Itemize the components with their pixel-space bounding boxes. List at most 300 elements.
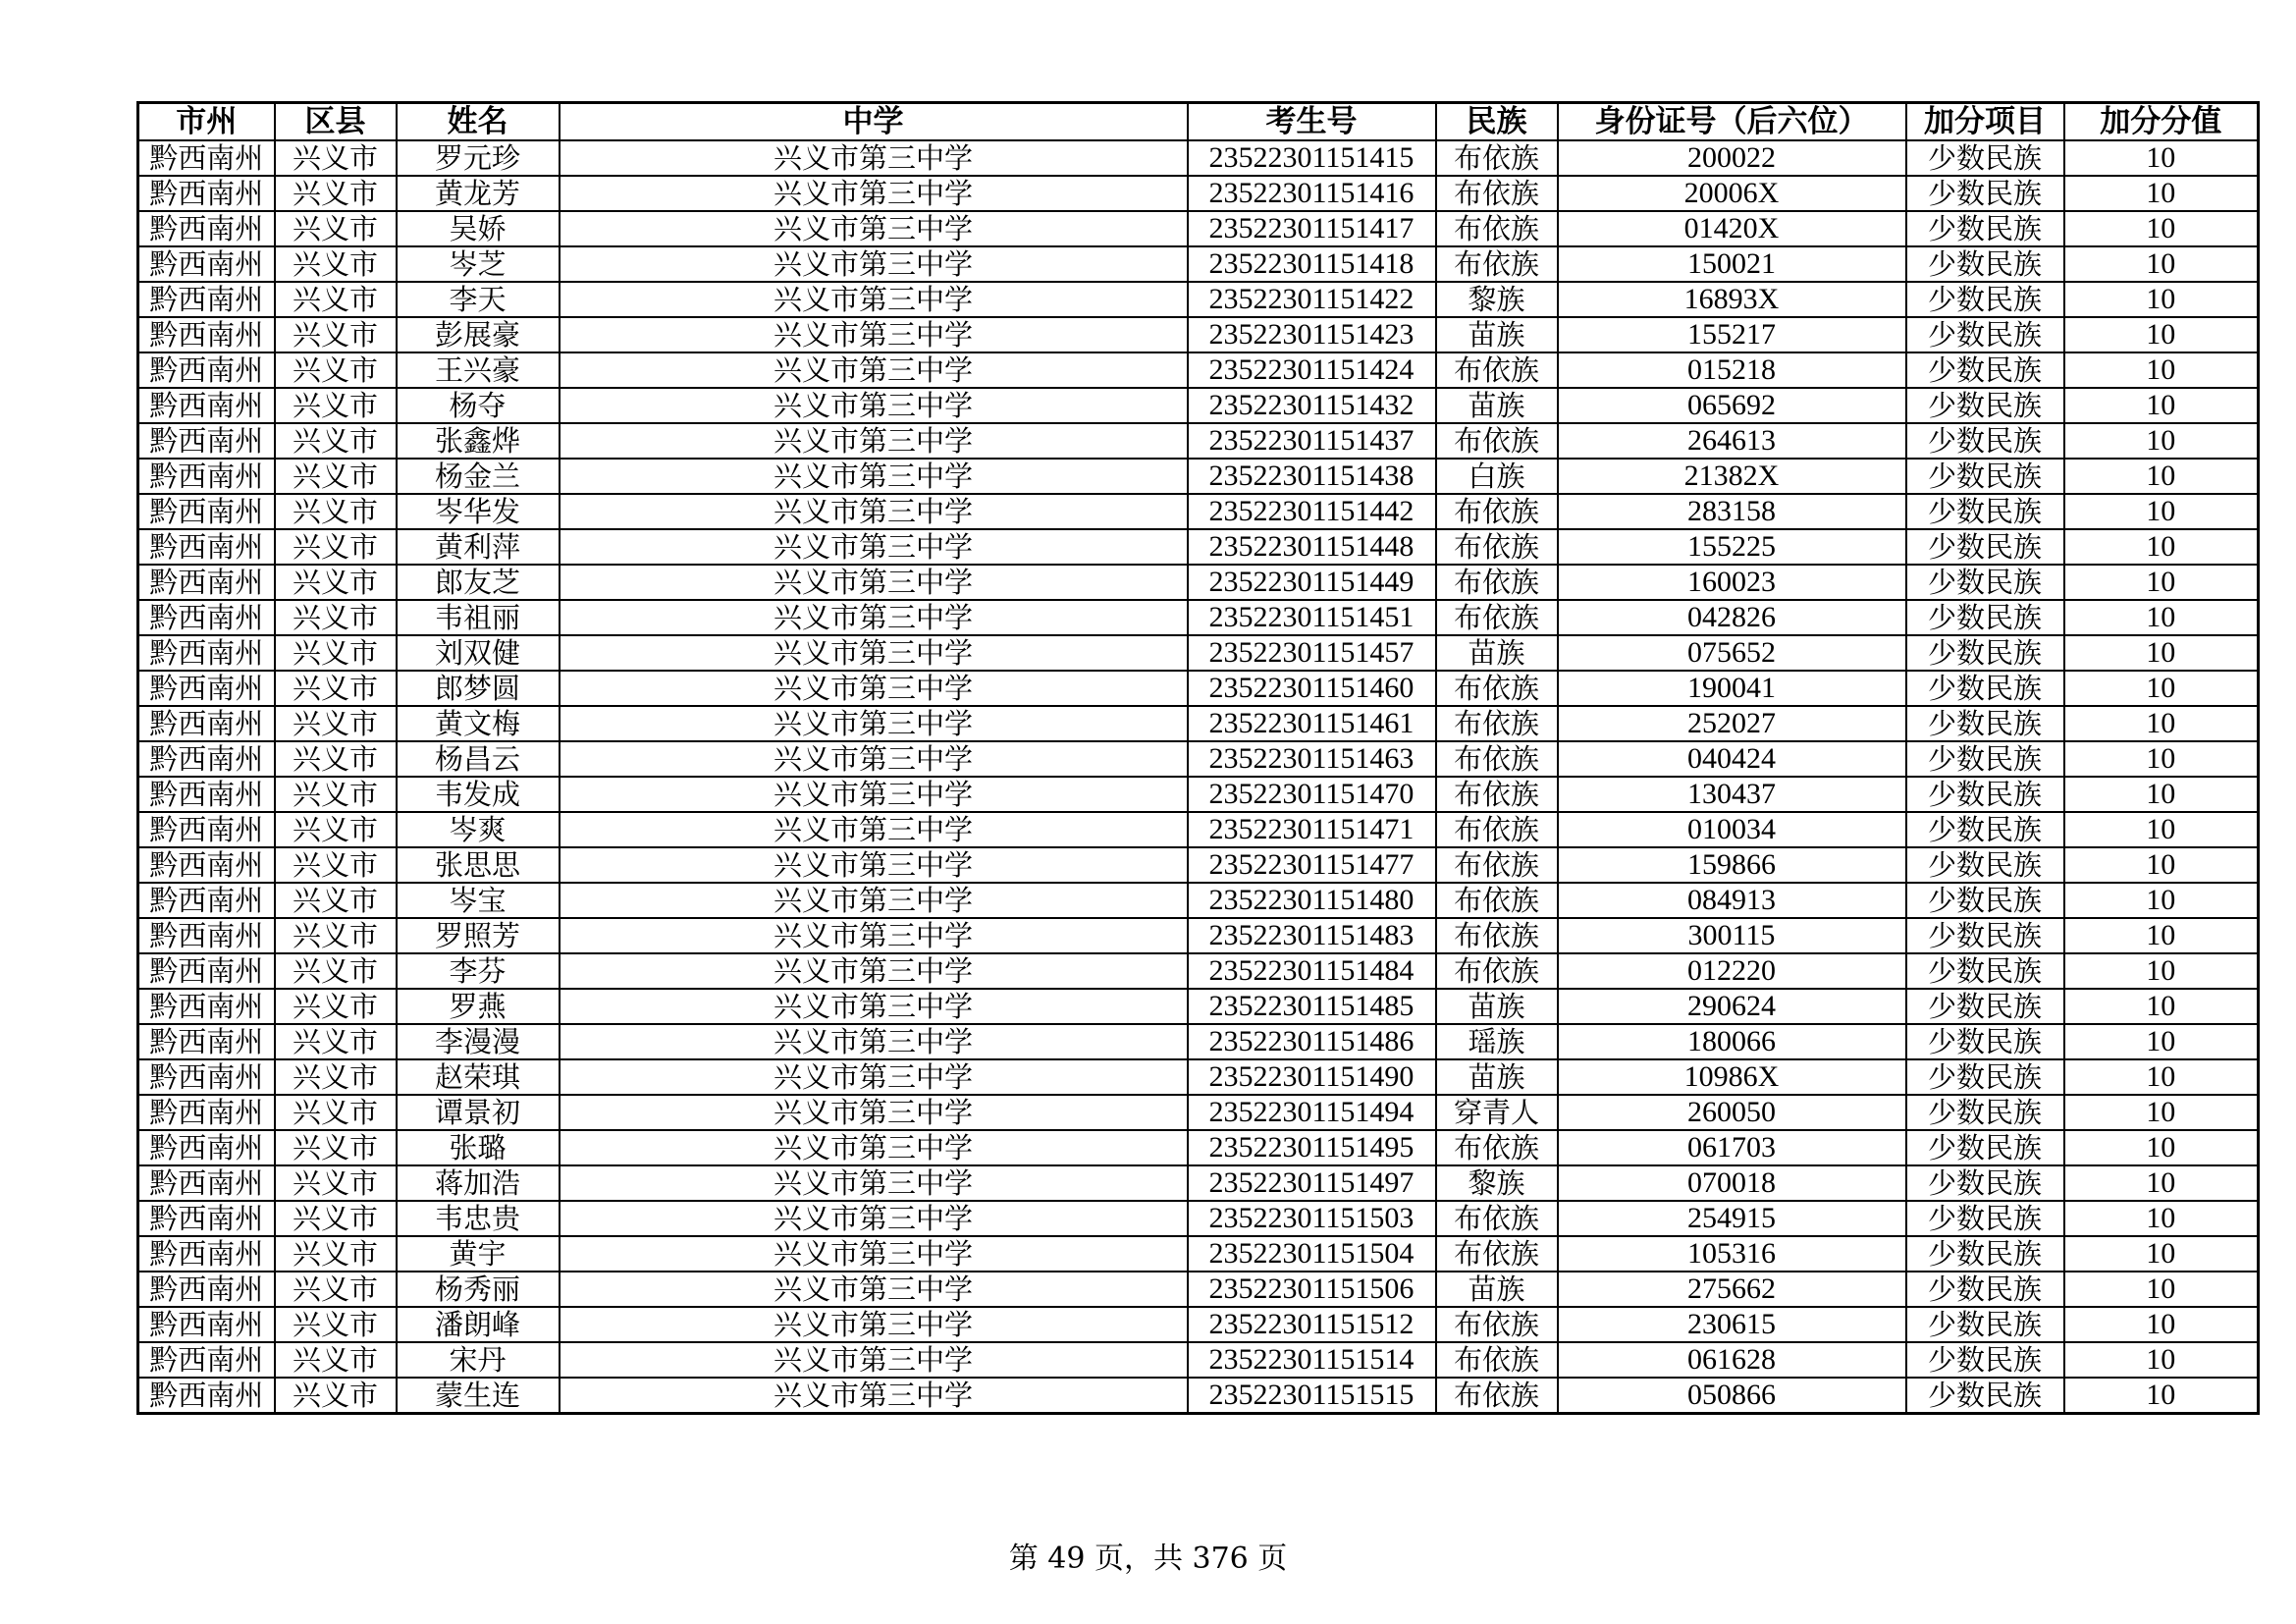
table-row xyxy=(138,246,2259,282)
header-name: 姓名 xyxy=(397,103,560,141)
cell-exam-number: 23522301151438 xyxy=(1188,459,1436,494)
cell-exam-number: 23522301151497 xyxy=(1188,1165,1436,1201)
cell-ethnicity: 布依族 xyxy=(1436,1130,1558,1165)
cell-district: 兴义市 xyxy=(275,211,397,246)
cell-bonus-value: 10 xyxy=(2064,671,2259,706)
header-district: 区县 xyxy=(275,103,397,141)
cell-school: 兴义市第三中学 xyxy=(560,812,1188,847)
cell-school: 兴义市第三中学 xyxy=(560,140,1188,176)
cell-name: 黄龙芳 xyxy=(397,176,560,211)
cell-district: 兴义市 xyxy=(275,989,397,1024)
cell-exam-number: 23522301151490 xyxy=(1188,1059,1436,1095)
cell-ethnicity: 布依族 xyxy=(1436,565,1558,600)
cell-bonus-item: 少数民族 xyxy=(1906,246,2064,282)
cell-district: 兴义市 xyxy=(275,883,397,918)
cell-id-suffix: 260050 xyxy=(1558,1095,1906,1130)
cell-school: 兴义市第三中学 xyxy=(560,1095,1188,1130)
cell-exam-number: 23522301151451 xyxy=(1188,600,1436,635)
table-row xyxy=(138,529,2259,565)
cell-city: 黔西南州 xyxy=(138,211,275,246)
cell-bonus-item: 少数民族 xyxy=(1906,565,2064,600)
cell-name: 杨金兰 xyxy=(397,459,560,494)
cell-name: 王兴豪 xyxy=(397,352,560,388)
cell-ethnicity: 布依族 xyxy=(1436,741,1558,777)
cell-id-suffix: 254915 xyxy=(1558,1201,1906,1236)
cell-exam-number: 23522301151503 xyxy=(1188,1201,1436,1236)
cell-name: 杨昌云 xyxy=(397,741,560,777)
cell-bonus-item: 少数民族 xyxy=(1906,282,2064,317)
cell-district: 兴义市 xyxy=(275,282,397,317)
cell-bonus-value: 10 xyxy=(2064,706,2259,741)
cell-exam-number: 23522301151495 xyxy=(1188,1130,1436,1165)
cell-id-suffix: 180066 xyxy=(1558,1024,1906,1059)
cell-exam-number: 23522301151418 xyxy=(1188,246,1436,282)
cell-exam-number: 23522301151422 xyxy=(1188,282,1436,317)
cell-bonus-item: 少数民族 xyxy=(1906,1059,2064,1095)
cell-bonus-value: 10 xyxy=(2064,635,2259,671)
cell-bonus-value: 10 xyxy=(2064,741,2259,777)
cell-district: 兴义市 xyxy=(275,529,397,565)
cell-district: 兴义市 xyxy=(275,140,397,176)
cell-name: 杨秀丽 xyxy=(397,1272,560,1307)
cell-id-suffix: 01420X xyxy=(1558,211,1906,246)
cell-name: 李漫漫 xyxy=(397,1024,560,1059)
cell-district: 兴义市 xyxy=(275,600,397,635)
cell-city: 黔西南州 xyxy=(138,317,275,352)
cell-bonus-value: 10 xyxy=(2064,494,2259,529)
cell-district: 兴义市 xyxy=(275,1165,397,1201)
header-school: 中学 xyxy=(560,103,1188,141)
cell-city: 黔西南州 xyxy=(138,953,275,989)
cell-district: 兴义市 xyxy=(275,953,397,989)
cell-name: 李芬 xyxy=(397,953,560,989)
cell-ethnicity: 苗族 xyxy=(1436,1059,1558,1095)
cell-bonus-value: 10 xyxy=(2064,176,2259,211)
cell-exam-number: 23522301151416 xyxy=(1188,176,1436,211)
cell-ethnicity: 布依族 xyxy=(1436,246,1558,282)
cell-exam-number: 23522301151461 xyxy=(1188,706,1436,741)
cell-bonus-item: 少数民族 xyxy=(1906,1236,2064,1272)
cell-bonus-item: 少数民族 xyxy=(1906,706,2064,741)
cell-id-suffix: 042826 xyxy=(1558,600,1906,635)
cell-id-suffix: 252027 xyxy=(1558,706,1906,741)
cell-ethnicity: 布依族 xyxy=(1436,1307,1558,1342)
cell-name: 岑宝 xyxy=(397,883,560,918)
table-row xyxy=(138,953,2259,989)
header-bonus-item: 加分项目 xyxy=(1906,103,2064,141)
cell-school: 兴义市第三中学 xyxy=(560,1342,1188,1378)
cell-bonus-value: 10 xyxy=(2064,246,2259,282)
cell-district: 兴义市 xyxy=(275,1236,397,1272)
table-row xyxy=(138,847,2259,883)
cell-exam-number: 23522301151484 xyxy=(1188,953,1436,989)
cell-bonus-value: 10 xyxy=(2064,1342,2259,1378)
cell-city: 黔西南州 xyxy=(138,777,275,812)
cell-district: 兴义市 xyxy=(275,176,397,211)
cell-bonus-value: 10 xyxy=(2064,1307,2259,1342)
cell-district: 兴义市 xyxy=(275,1095,397,1130)
cell-exam-number: 23522301151442 xyxy=(1188,494,1436,529)
cell-city: 黔西南州 xyxy=(138,1201,275,1236)
cell-ethnicity: 苗族 xyxy=(1436,388,1558,423)
cell-exam-number: 23522301151477 xyxy=(1188,847,1436,883)
cell-name: 岑爽 xyxy=(397,812,560,847)
cell-exam-number: 23522301151515 xyxy=(1188,1378,1436,1414)
cell-bonus-value: 10 xyxy=(2064,1378,2259,1414)
table-row xyxy=(138,317,2259,352)
table-row xyxy=(138,176,2259,211)
cell-id-suffix: 061628 xyxy=(1558,1342,1906,1378)
cell-id-suffix: 012220 xyxy=(1558,953,1906,989)
cell-school: 兴义市第三中学 xyxy=(560,1130,1188,1165)
cell-city: 黔西南州 xyxy=(138,1378,275,1414)
cell-name: 蒙生连 xyxy=(397,1378,560,1414)
cell-bonus-item: 少数民族 xyxy=(1906,847,2064,883)
cell-district: 兴义市 xyxy=(275,246,397,282)
cell-bonus-item: 少数民族 xyxy=(1906,600,2064,635)
cell-exam-number: 23522301151485 xyxy=(1188,989,1436,1024)
table-row xyxy=(138,777,2259,812)
cell-id-suffix: 150021 xyxy=(1558,246,1906,282)
cell-school: 兴义市第三中学 xyxy=(560,282,1188,317)
cell-ethnicity: 苗族 xyxy=(1436,989,1558,1024)
cell-city: 黔西南州 xyxy=(138,1342,275,1378)
cell-school: 兴义市第三中学 xyxy=(560,1024,1188,1059)
cell-district: 兴义市 xyxy=(275,1024,397,1059)
cell-exam-number: 23522301151437 xyxy=(1188,423,1436,459)
cell-district: 兴义市 xyxy=(275,459,397,494)
cell-bonus-item: 少数民族 xyxy=(1906,529,2064,565)
table-row xyxy=(138,989,2259,1024)
cell-school: 兴义市第三中学 xyxy=(560,883,1188,918)
cell-exam-number: 23522301151424 xyxy=(1188,352,1436,388)
cell-bonus-value: 10 xyxy=(2064,317,2259,352)
cell-school: 兴义市第三中学 xyxy=(560,176,1188,211)
cell-district: 兴义市 xyxy=(275,317,397,352)
cell-district: 兴义市 xyxy=(275,1342,397,1378)
cell-city: 黔西南州 xyxy=(138,989,275,1024)
table-row xyxy=(138,1024,2259,1059)
cell-ethnicity: 布依族 xyxy=(1436,918,1558,953)
cell-ethnicity: 布依族 xyxy=(1436,1201,1558,1236)
cell-bonus-item: 少数民族 xyxy=(1906,1130,2064,1165)
cell-ethnicity: 布依族 xyxy=(1436,847,1558,883)
cell-district: 兴义市 xyxy=(275,1059,397,1095)
cell-city: 黔西南州 xyxy=(138,388,275,423)
cell-name: 罗元珍 xyxy=(397,140,560,176)
cell-bonus-item: 少数民族 xyxy=(1906,1342,2064,1378)
table-row xyxy=(138,918,2259,953)
cell-school: 兴义市第三中学 xyxy=(560,847,1188,883)
cell-city: 黔西南州 xyxy=(138,883,275,918)
cell-school: 兴义市第三中学 xyxy=(560,317,1188,352)
cell-city: 黔西南州 xyxy=(138,1272,275,1307)
cell-school: 兴义市第三中学 xyxy=(560,989,1188,1024)
cell-district: 兴义市 xyxy=(275,777,397,812)
cell-bonus-item: 少数民族 xyxy=(1906,140,2064,176)
cell-bonus-value: 10 xyxy=(2064,1095,2259,1130)
cell-bonus-value: 10 xyxy=(2064,1236,2259,1272)
cell-district: 兴义市 xyxy=(275,1378,397,1414)
cell-id-suffix: 230615 xyxy=(1558,1307,1906,1342)
cell-name: 张鑫烨 xyxy=(397,423,560,459)
cell-city: 黔西南州 xyxy=(138,812,275,847)
cell-city: 黔西南州 xyxy=(138,494,275,529)
cell-id-suffix: 130437 xyxy=(1558,777,1906,812)
cell-name: 张思思 xyxy=(397,847,560,883)
cell-ethnicity: 苗族 xyxy=(1436,317,1558,352)
table-row xyxy=(138,388,2259,423)
cell-name: 谭景初 xyxy=(397,1095,560,1130)
cell-name: 郎友芝 xyxy=(397,565,560,600)
cell-name: 吴娇 xyxy=(397,211,560,246)
header-city: 市州 xyxy=(138,103,275,141)
cell-ethnicity: 布依族 xyxy=(1436,176,1558,211)
cell-school: 兴义市第三中学 xyxy=(560,777,1188,812)
cell-exam-number: 23522301151512 xyxy=(1188,1307,1436,1342)
cell-district: 兴义市 xyxy=(275,494,397,529)
cell-city: 黔西南州 xyxy=(138,741,275,777)
cell-ethnicity: 布依族 xyxy=(1436,423,1558,459)
table-row xyxy=(138,565,2259,600)
cell-exam-number: 23522301151486 xyxy=(1188,1024,1436,1059)
cell-city: 黔西南州 xyxy=(138,282,275,317)
table-row xyxy=(138,600,2259,635)
cell-bonus-value: 10 xyxy=(2064,211,2259,246)
cell-bonus-item: 少数民族 xyxy=(1906,883,2064,918)
cell-district: 兴义市 xyxy=(275,706,397,741)
table-row xyxy=(138,883,2259,918)
cell-exam-number: 23522301151417 xyxy=(1188,211,1436,246)
table-row xyxy=(138,423,2259,459)
cell-exam-number: 23522301151494 xyxy=(1188,1095,1436,1130)
header-bonus-value: 加分分值 xyxy=(2064,103,2259,141)
table-row xyxy=(138,671,2259,706)
cell-city: 黔西南州 xyxy=(138,918,275,953)
cell-name: 刘双健 xyxy=(397,635,560,671)
table-row xyxy=(138,282,2259,317)
cell-ethnicity: 布依族 xyxy=(1436,352,1558,388)
cell-exam-number: 23522301151432 xyxy=(1188,388,1436,423)
cell-school: 兴义市第三中学 xyxy=(560,565,1188,600)
cell-district: 兴义市 xyxy=(275,352,397,388)
cell-school: 兴义市第三中学 xyxy=(560,600,1188,635)
cell-bonus-value: 10 xyxy=(2064,918,2259,953)
cell-name: 李天 xyxy=(397,282,560,317)
table-row xyxy=(138,211,2259,246)
cell-name: 彭展豪 xyxy=(397,317,560,352)
cell-school: 兴义市第三中学 xyxy=(560,1307,1188,1342)
cell-city: 黔西南州 xyxy=(138,847,275,883)
cell-district: 兴义市 xyxy=(275,1272,397,1307)
cell-ethnicity: 布依族 xyxy=(1436,953,1558,989)
cell-bonus-item: 少数民族 xyxy=(1906,494,2064,529)
cell-id-suffix: 160023 xyxy=(1558,565,1906,600)
cell-bonus-value: 10 xyxy=(2064,140,2259,176)
cell-bonus-item: 少数民族 xyxy=(1906,989,2064,1024)
table-row xyxy=(138,1059,2259,1095)
cell-exam-number: 23522301151506 xyxy=(1188,1272,1436,1307)
cell-id-suffix: 10986X xyxy=(1558,1059,1906,1095)
cell-exam-number: 23522301151415 xyxy=(1188,140,1436,176)
cell-ethnicity: 布依族 xyxy=(1436,1236,1558,1272)
cell-id-suffix: 050866 xyxy=(1558,1378,1906,1414)
table-row xyxy=(138,1378,2259,1414)
cell-id-suffix: 300115 xyxy=(1558,918,1906,953)
cell-bonus-item: 少数民族 xyxy=(1906,176,2064,211)
cell-exam-number: 23522301151448 xyxy=(1188,529,1436,565)
cell-city: 黔西南州 xyxy=(138,176,275,211)
cell-name: 张璐 xyxy=(397,1130,560,1165)
cell-bonus-value: 10 xyxy=(2064,282,2259,317)
cell-city: 黔西南州 xyxy=(138,1165,275,1201)
cell-exam-number: 23522301151480 xyxy=(1188,883,1436,918)
cell-district: 兴义市 xyxy=(275,1130,397,1165)
table-row xyxy=(138,1095,2259,1130)
cell-bonus-item: 少数民族 xyxy=(1906,918,2064,953)
cell-name: 韦祖丽 xyxy=(397,600,560,635)
cell-school: 兴义市第三中学 xyxy=(560,352,1188,388)
cell-bonus-value: 10 xyxy=(2064,388,2259,423)
cell-bonus-value: 10 xyxy=(2064,529,2259,565)
cell-bonus-item: 少数民族 xyxy=(1906,1378,2064,1414)
cell-bonus-value: 10 xyxy=(2064,1201,2259,1236)
cell-id-suffix: 21382X xyxy=(1558,459,1906,494)
cell-bonus-value: 10 xyxy=(2064,883,2259,918)
cell-exam-number: 23522301151483 xyxy=(1188,918,1436,953)
cell-ethnicity: 黎族 xyxy=(1436,282,1558,317)
cell-school: 兴义市第三中学 xyxy=(560,953,1188,989)
cell-bonus-value: 10 xyxy=(2064,459,2259,494)
cell-city: 黔西南州 xyxy=(138,1307,275,1342)
cell-school: 兴义市第三中学 xyxy=(560,211,1188,246)
cell-name: 潘朗峰 xyxy=(397,1307,560,1342)
table-row xyxy=(138,1307,2259,1342)
cell-ethnicity: 布依族 xyxy=(1436,600,1558,635)
cell-id-suffix: 16893X xyxy=(1558,282,1906,317)
cell-ethnicity: 黎族 xyxy=(1436,1165,1558,1201)
cell-exam-number: 23522301151460 xyxy=(1188,671,1436,706)
cell-district: 兴义市 xyxy=(275,671,397,706)
cell-city: 黔西南州 xyxy=(138,246,275,282)
cell-bonus-item: 少数民族 xyxy=(1906,1201,2064,1236)
cell-name: 罗燕 xyxy=(397,989,560,1024)
cell-school: 兴义市第三中学 xyxy=(560,706,1188,741)
cell-id-suffix: 010034 xyxy=(1558,812,1906,847)
cell-id-suffix: 155225 xyxy=(1558,529,1906,565)
cell-school: 兴义市第三中学 xyxy=(560,1236,1188,1272)
cell-exam-number: 23522301151470 xyxy=(1188,777,1436,812)
cell-district: 兴义市 xyxy=(275,635,397,671)
cell-id-suffix: 264613 xyxy=(1558,423,1906,459)
cell-bonus-value: 10 xyxy=(2064,1272,2259,1307)
cell-city: 黔西南州 xyxy=(138,706,275,741)
cell-bonus-item: 少数民族 xyxy=(1906,1272,2064,1307)
cell-district: 兴义市 xyxy=(275,741,397,777)
cell-ethnicity: 布依族 xyxy=(1436,140,1558,176)
cell-bonus-item: 少数民族 xyxy=(1906,777,2064,812)
cell-name: 黄宇 xyxy=(397,1236,560,1272)
cell-ethnicity: 布依族 xyxy=(1436,1342,1558,1378)
cell-id-suffix: 190041 xyxy=(1558,671,1906,706)
cell-exam-number: 23522301151504 xyxy=(1188,1236,1436,1272)
cell-ethnicity: 苗族 xyxy=(1436,635,1558,671)
cell-school: 兴义市第三中学 xyxy=(560,388,1188,423)
cell-ethnicity: 瑶族 xyxy=(1436,1024,1558,1059)
cell-bonus-value: 10 xyxy=(2064,953,2259,989)
cell-city: 黔西南州 xyxy=(138,1130,275,1165)
cell-bonus-item: 少数民族 xyxy=(1906,211,2064,246)
table-row xyxy=(138,706,2259,741)
cell-bonus-value: 10 xyxy=(2064,1165,2259,1201)
cell-ethnicity: 布依族 xyxy=(1436,1378,1558,1414)
cell-bonus-item: 少数民族 xyxy=(1906,1095,2064,1130)
cell-ethnicity: 布依族 xyxy=(1436,494,1558,529)
cell-bonus-value: 10 xyxy=(2064,423,2259,459)
cell-school: 兴义市第三中学 xyxy=(560,741,1188,777)
table-row xyxy=(138,635,2259,671)
cell-exam-number: 23522301151514 xyxy=(1188,1342,1436,1378)
cell-city: 黔西南州 xyxy=(138,1024,275,1059)
cell-ethnicity: 布依族 xyxy=(1436,883,1558,918)
cell-ethnicity: 苗族 xyxy=(1436,1272,1558,1307)
cell-district: 兴义市 xyxy=(275,812,397,847)
cell-id-suffix: 065692 xyxy=(1558,388,1906,423)
cell-id-suffix: 070018 xyxy=(1558,1165,1906,1201)
cell-bonus-item: 少数民族 xyxy=(1906,317,2064,352)
cell-bonus-item: 少数民族 xyxy=(1906,459,2064,494)
cell-exam-number: 23522301151423 xyxy=(1188,317,1436,352)
cell-id-suffix: 275662 xyxy=(1558,1272,1906,1307)
cell-bonus-value: 10 xyxy=(2064,565,2259,600)
cell-bonus-item: 少数民族 xyxy=(1906,1024,2064,1059)
cell-bonus-value: 10 xyxy=(2064,1024,2259,1059)
cell-id-suffix: 061703 xyxy=(1558,1130,1906,1165)
cell-id-suffix: 015218 xyxy=(1558,352,1906,388)
header-ethnicity: 民族 xyxy=(1436,103,1558,141)
table-row xyxy=(138,741,2259,777)
cell-school: 兴义市第三中学 xyxy=(560,1378,1188,1414)
cell-ethnicity: 布依族 xyxy=(1436,211,1558,246)
cell-id-suffix: 105316 xyxy=(1558,1236,1906,1272)
page-footer: 第 49 页，共 376 页 xyxy=(1008,1542,1288,1576)
cell-bonus-value: 10 xyxy=(2064,812,2259,847)
table-row xyxy=(138,1201,2259,1236)
data-table xyxy=(136,101,2260,1415)
cell-city: 黔西南州 xyxy=(138,635,275,671)
cell-district: 兴义市 xyxy=(275,565,397,600)
cell-ethnicity: 穿青人 xyxy=(1436,1095,1558,1130)
cell-school: 兴义市第三中学 xyxy=(560,635,1188,671)
cell-exam-number: 23522301151457 xyxy=(1188,635,1436,671)
table-row xyxy=(138,1272,2259,1307)
cell-school: 兴义市第三中学 xyxy=(560,1165,1188,1201)
table-row xyxy=(138,1342,2259,1378)
cell-bonus-item: 少数民族 xyxy=(1906,671,2064,706)
cell-name: 岑华发 xyxy=(397,494,560,529)
cell-school: 兴义市第三中学 xyxy=(560,423,1188,459)
table-body xyxy=(138,140,2259,1414)
cell-bonus-value: 10 xyxy=(2064,600,2259,635)
cell-ethnicity: 布依族 xyxy=(1436,812,1558,847)
cell-city: 黔西南州 xyxy=(138,565,275,600)
cell-ethnicity: 布依族 xyxy=(1436,529,1558,565)
cell-city: 黔西南州 xyxy=(138,529,275,565)
cell-bonus-item: 少数民族 xyxy=(1906,423,2064,459)
cell-id-suffix: 159866 xyxy=(1558,847,1906,883)
cell-school: 兴义市第三中学 xyxy=(560,918,1188,953)
cell-city: 黔西南州 xyxy=(138,1095,275,1130)
